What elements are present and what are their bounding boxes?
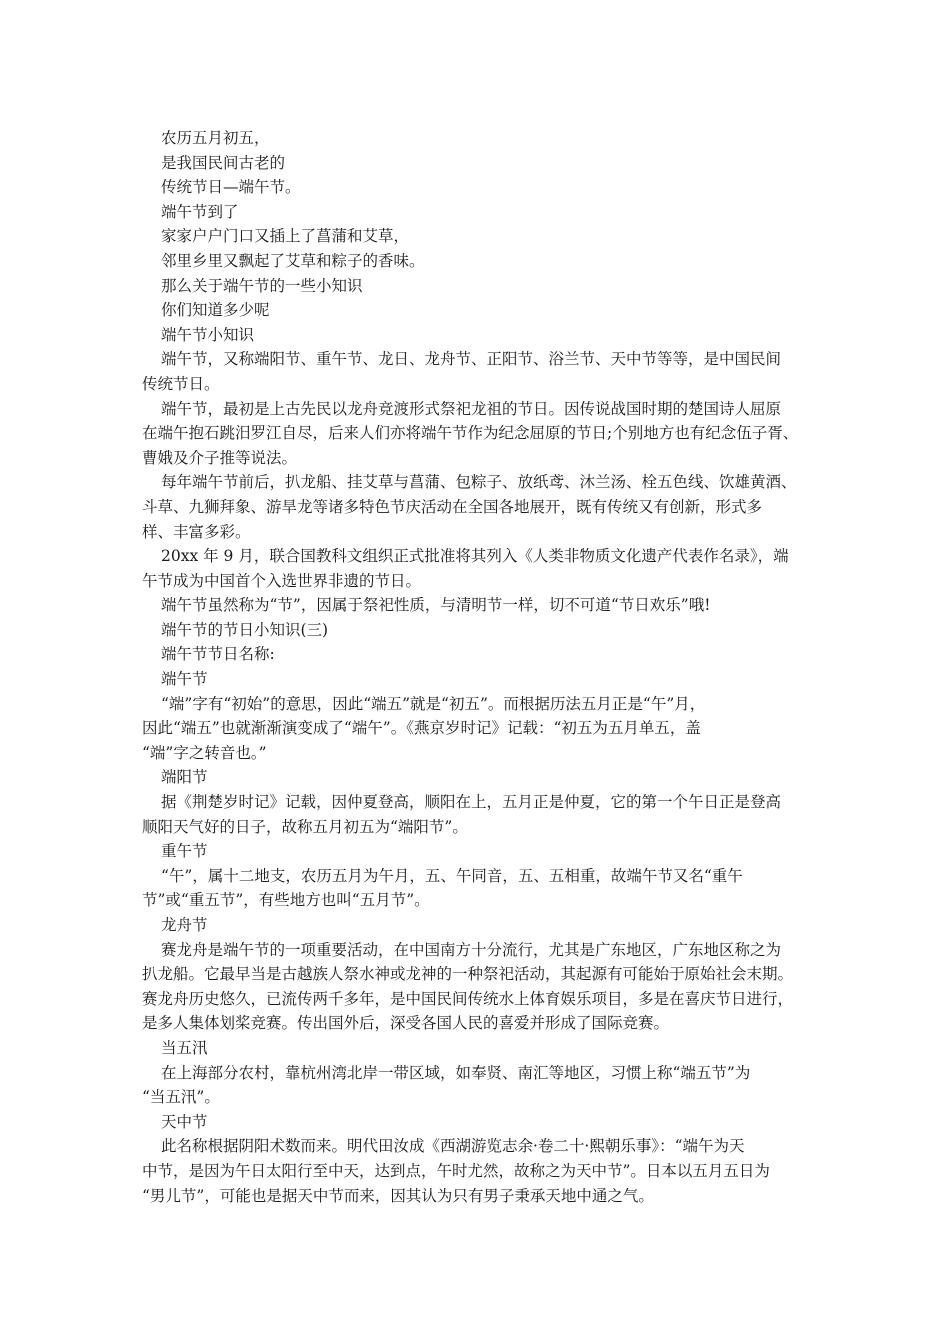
text-line: 天中节 — [161, 1112, 208, 1131]
text-line: “当五汛”。 — [142, 1088, 220, 1107]
text-line: 据《荆楚岁时记》记载，因仲夏登高，顺阳在上，五月正是仲夏，它的第一个午日正是登高 — [161, 793, 782, 812]
text-line: 端午节小知识 — [161, 325, 255, 344]
text-line: 因此“端五”也就渐渐演变成了“端午”。《燕京岁时记》记载：“初五为五月单五，盖 — [142, 719, 701, 738]
text-line: 样、丰富多彩。 — [142, 522, 251, 541]
text-line: 端午节节日名称: — [161, 645, 275, 664]
text-line: 重午节 — [161, 842, 208, 861]
text-line: 中节，是因为午日太阳行至中天，达到点，午时尤然，故称之为天中节”。日本以五月五日为 — [142, 1161, 770, 1180]
text-line: 是我国民间古老的 — [161, 153, 286, 172]
text-line: 当五汛 — [161, 1038, 208, 1057]
text-line: 20xx 年 9 月，联合国教科文组织正式批准将其列入《人类非物质文化遗产代表作名录》，端 — [161, 547, 789, 566]
text-line: 在上海部分农村，靠杭州湾北岸一带区域，如奉贤、南汇等地区，习惯上称“端五节”为 — [161, 1063, 751, 1082]
text-line: 端午节虽然称为“节”，因属于祭祀性质，与清明节一样，切不可道“节日欢乐”哦! — [161, 596, 711, 615]
text-line: 顺阳天气好的日子，故称五月初五为“端阳节”。 — [142, 817, 468, 836]
text-line: 赛龙舟历史悠久，已流传两千多年，是中国民间传统水上体育娱乐项目，多是在喜庆节日进行， — [142, 989, 794, 1008]
text-line: “端”字有“初始”的意思，因此“端五”就是“初五”。而根据历法五月正是“午”月， — [161, 694, 706, 713]
text-line: 曹娥及介子推等说法。 — [142, 448, 298, 467]
text-line: 龙舟节 — [161, 916, 208, 934]
text-line: 每年端午节前后，扒龙船、挂艾草与菖蒲、包粽子、放纸鸢、沐兰汤、栓五色线、饮雄黄酒、 — [161, 473, 797, 492]
text-line: 斗草、九狮拜象、游旱龙等诸多特色节庆活动在全国各地展开，既有传统又有创新，形式多 — [142, 497, 763, 516]
text-line: “午”，属十二地支，农历五月为午月，五、午同音，五、五相重，故端午节又名“重午 — [161, 866, 743, 885]
text-line: “男儿节”，可能也是据天中节而来，因其认为只有男子秉承天地中通之气。 — [142, 1186, 654, 1205]
text-line: 端午节 — [161, 670, 208, 689]
text-line: 邻里乡里又飘起了艾草和粽子的香味。 — [161, 251, 425, 270]
text-line: 传统节日。 — [142, 374, 220, 393]
text-line: 赛龙舟是端午节的一项重要活动，在中国南方十分流行，尤其是广东地区，广东地区称之为 — [161, 940, 782, 959]
text-line: 你们知道多少呢 — [161, 301, 270, 320]
text-line: 端阳节 — [161, 768, 208, 787]
text-line: 节”或“重五节”，有些地方也叫“五月节”。 — [142, 891, 430, 910]
text-line: 端午节到了 — [161, 202, 239, 221]
text-line: 在端午抱石跳汨罗江自尽，后来人们亦将端午节作为纪念屈原的节日;个别地方也有纪念伍子胥、 — [142, 424, 799, 443]
text-line: 传统节日—端午节。 — [161, 178, 301, 197]
text-line: 午节成为中国首个入选世界非遗的节日。 — [142, 571, 422, 590]
text-line: 是多人集体划桨竞赛。传出国外后，深受各国人民的喜爱并形成了国际竞赛。 — [142, 1014, 670, 1033]
text-line: 此名称根据阴阳术数而来。明代田汝成《西湖游览志余·卷二十·熙朝乐事》：“端午为天 — [161, 1137, 745, 1156]
text-line: 那么关于端午节的一些小知识 — [161, 276, 363, 295]
text-line: 端午节的节日小知识(三) — [161, 620, 329, 639]
text-line: 农历五月初五， — [161, 129, 270, 147]
text-line: 家家户户门口又插上了菖蒲和艾草， — [161, 227, 410, 246]
text-line: “端”字之转音也。” — [142, 743, 267, 762]
text-line: 端午节，又称端阳节、重午节、龙日、龙舟节、正阳节、浴兰节、天中节等等，是中国民间 — [161, 350, 782, 369]
text-line: 扒龙船。它最早当是古越族人祭水神或龙神的一种祭祀活动，其起源有可能始于原始社会末期。 — [142, 965, 794, 984]
text-line: 端午节，最初是上古先民以龙舟竞渡形式祭祀龙祖的节日。因传说战国时期的楚国诗人屈原 — [161, 399, 782, 418]
document-body — [142, 126, 812, 1208]
